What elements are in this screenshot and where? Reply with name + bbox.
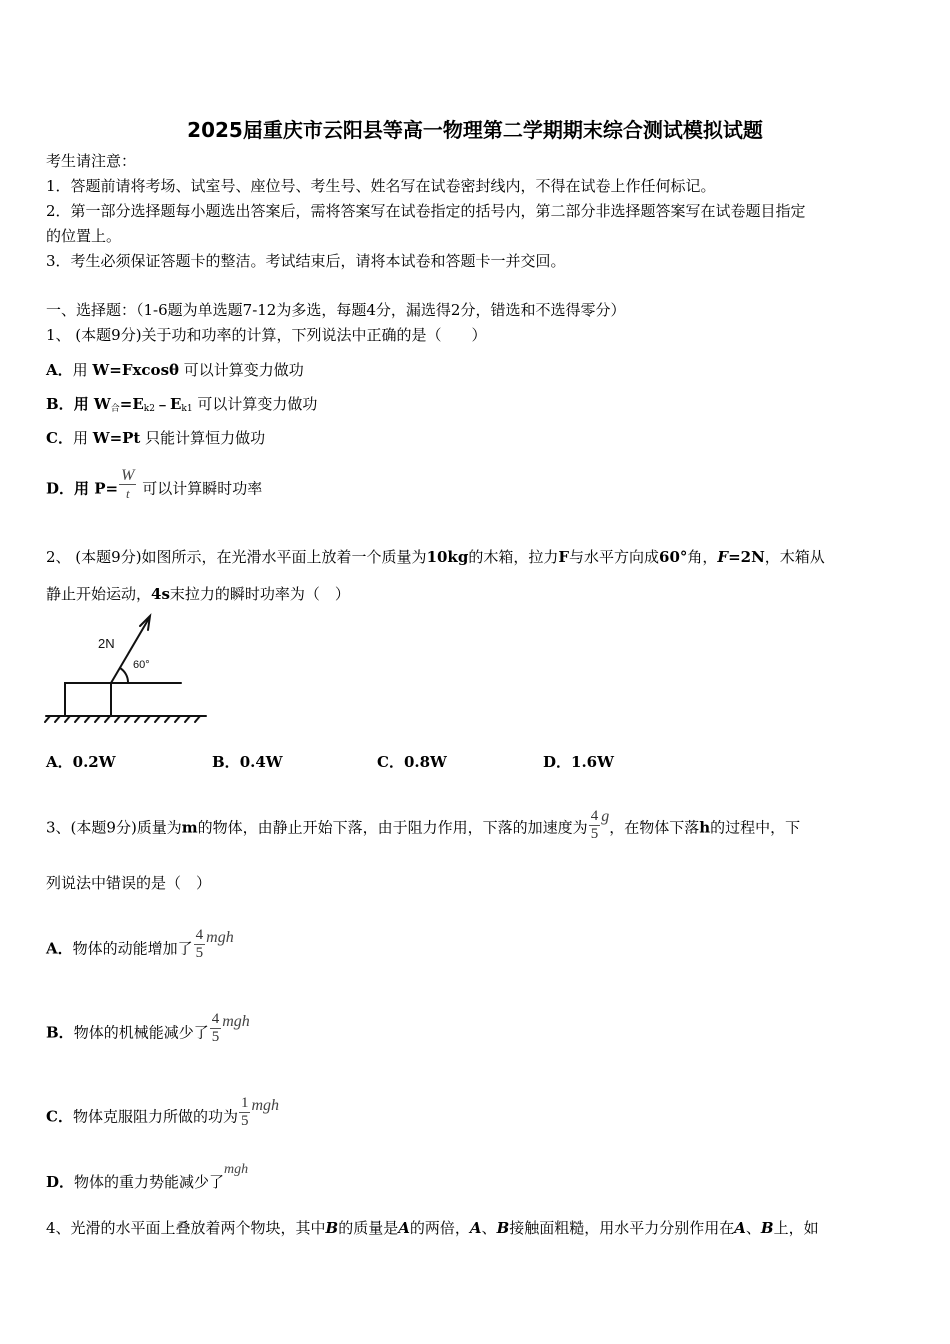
question-1-stem: 1、 (本题9分)关于功和功率的计算，下列说法中正确的是（ ） — [46, 326, 487, 344]
text: ，木箱从 — [764, 548, 825, 566]
text: 、 — [481, 1219, 497, 1237]
variable: B — [760, 1219, 774, 1237]
notice-heading: 考生请注意： — [46, 152, 137, 170]
question-2-stem-line2 — [46, 584, 350, 604]
fraction — [210, 1011, 222, 1046]
question-3-option-b — [46, 1011, 250, 1051]
question-2-option-c — [377, 752, 447, 772]
text: 的质量是 — [338, 1219, 399, 1237]
option-label: D． — [46, 479, 75, 498]
question-3-stem-line1 — [46, 807, 801, 846]
option-label: A． — [46, 753, 73, 771]
notice-item: 2．第一部分选择题每小题选出答案后，需将答案写在试卷指定的括号内，第二部分非选择题答案写在试卷题目指定 — [46, 202, 806, 220]
text: 、 — [745, 1219, 761, 1237]
option-text: 物体的重力势能减少了 — [74, 1173, 225, 1191]
formula: =E — [119, 395, 144, 413]
question-1-option-b — [46, 394, 317, 419]
expression: mgh — [251, 1096, 280, 1114]
fraction-denominator: 5 — [590, 826, 599, 842]
text: 的过程中，下 — [710, 818, 801, 837]
text: 角， — [687, 548, 718, 566]
question-2-option-b — [212, 752, 283, 772]
expression: mgh — [206, 928, 234, 946]
section-heading: 一、选择题：（1-6题为单选题7-12为多选，每题4分，漏选得2分，错选和不选得零分） — [46, 301, 626, 319]
value: 10kg — [426, 548, 469, 566]
question-1-option-a — [46, 360, 304, 380]
option-label: C． — [46, 429, 73, 447]
formula: W=Pt — [92, 429, 141, 447]
value: =2N — [728, 548, 765, 566]
question-2-option-d — [543, 752, 614, 772]
notice-item: 1．答题前请将考场、试室号、座位号、考生号、姓名写在试卷密封线内，不得在试卷上作任何标记。 — [46, 177, 716, 195]
option-label: B． — [212, 753, 240, 771]
question-3-option-a — [46, 927, 234, 967]
question-3-option-d — [46, 1162, 249, 1194]
question-1-option-c — [46, 428, 265, 448]
question-2-figure — [44, 610, 209, 725]
formula: W=Fxcosθ — [92, 361, 180, 379]
fraction-denominator: t — [125, 486, 130, 501]
subscript: 合 — [110, 404, 120, 414]
text: 的物体，由静止开始下落，由于阻力作用，下落的加速度为 — [197, 818, 588, 837]
fraction-denominator: 5 — [195, 945, 204, 961]
option-text: 用 — [72, 361, 93, 379]
fraction-numerator: 4 — [590, 808, 599, 824]
option-text: 物体克服阻力所做的功为 — [72, 1107, 238, 1126]
text: 接触面粗糙，用水平力分别作用在 — [509, 1219, 735, 1237]
question-3-option-c — [46, 1095, 280, 1135]
text: 静止开始运动， — [46, 585, 152, 603]
variable: A — [469, 1219, 482, 1237]
fraction-numerator: 1 — [240, 1095, 249, 1111]
variable: B — [325, 1219, 339, 1237]
notice-item: 的位置上。 — [46, 227, 122, 245]
fraction-denominator: 5 — [240, 1113, 249, 1129]
formula: 用 W — [73, 395, 111, 413]
fraction — [589, 808, 601, 843]
option-text: 只能计算恒力做功 — [140, 429, 266, 447]
option-value: 0.8W — [403, 753, 447, 771]
option-text: 物体的动能增加了 — [72, 939, 193, 958]
subscript: k1 — [181, 404, 193, 414]
option-text: 可以计算瞬时功率 — [137, 479, 263, 498]
page-title: 2025届重庆市云阳县等高一物理第二学期期末综合测试模拟试题 — [187, 118, 763, 142]
arrowhead — [140, 616, 150, 630]
option-label: C． — [46, 1107, 73, 1126]
text: 与水平方向成 — [569, 548, 660, 566]
expression: mgh — [222, 1012, 250, 1030]
question-4-stem — [46, 1218, 819, 1238]
option-value: 0.4W — [239, 753, 283, 771]
option-label: A． — [46, 361, 73, 379]
option-label: B． — [46, 1023, 74, 1042]
variable: A — [734, 1219, 746, 1237]
angle-arc — [120, 668, 128, 683]
option-text: 可以计算变力做功 — [192, 395, 318, 413]
value: m — [181, 818, 198, 837]
value: 4s — [151, 585, 170, 603]
option-label: B． — [46, 395, 74, 413]
force-arrow — [111, 620, 148, 683]
variable: g — [601, 807, 610, 825]
question-1-option-d — [46, 467, 263, 507]
value: 60° — [659, 548, 688, 566]
option-label: A． — [46, 939, 73, 958]
option-label: C． — [377, 753, 404, 771]
text: ，在物体下落 — [609, 818, 700, 837]
fraction-numerator: W — [121, 467, 135, 484]
option-text: 物体的机械能减少了 — [73, 1023, 209, 1042]
formula: 用 P= — [74, 479, 119, 498]
angle-label: 60° — [133, 659, 150, 671]
wooden-box — [65, 683, 111, 716]
variable: A — [398, 1219, 410, 1237]
text: 末拉力的瞬时功率为（ ） — [169, 585, 350, 603]
fraction — [239, 1095, 251, 1130]
question-2-stem-line1 — [46, 547, 825, 567]
question-2-option-a — [46, 752, 116, 772]
option-label: D． — [46, 1173, 75, 1191]
text: 4、光滑的水平面上叠放着两个物块，其中 — [46, 1219, 326, 1237]
text: 的两倍， — [409, 1219, 470, 1237]
subscript: k2 — [143, 404, 155, 414]
option-value: 0.2W — [72, 753, 116, 771]
text: 3、(本题9分)质量为 — [46, 818, 182, 837]
force-label: 2N — [98, 636, 115, 651]
option-text: 可以计算变力做功 — [179, 361, 304, 379]
variable: B — [496, 1219, 510, 1237]
option-text: 用 — [72, 429, 93, 447]
fraction — [119, 467, 136, 502]
text: 的木箱，拉力 — [468, 548, 559, 566]
fraction — [194, 927, 206, 962]
fraction-denominator: 5 — [211, 1029, 220, 1045]
fraction-numerator: 4 — [195, 927, 204, 943]
formula: ﹣E — [154, 395, 182, 413]
option-value: 1.6W — [571, 753, 614, 771]
expression: mgh — [224, 1162, 249, 1177]
text: 2、 (本题9分)如图所示，在光滑水平面上放着一个质量为 — [46, 548, 427, 566]
option-label: D． — [543, 753, 572, 771]
question-3-stem-line2: 列说法中错误的是（ ） — [46, 874, 212, 892]
value: F — [558, 548, 569, 566]
value: h — [699, 818, 711, 837]
fraction-numerator: 4 — [211, 1011, 220, 1027]
value: F — [717, 548, 729, 566]
notice-item: 3．考生必须保证答题卡的整洁。考试结束后，请将本试卷和答题卡一并交回。 — [46, 252, 566, 270]
text: 上，如 — [773, 1219, 819, 1237]
